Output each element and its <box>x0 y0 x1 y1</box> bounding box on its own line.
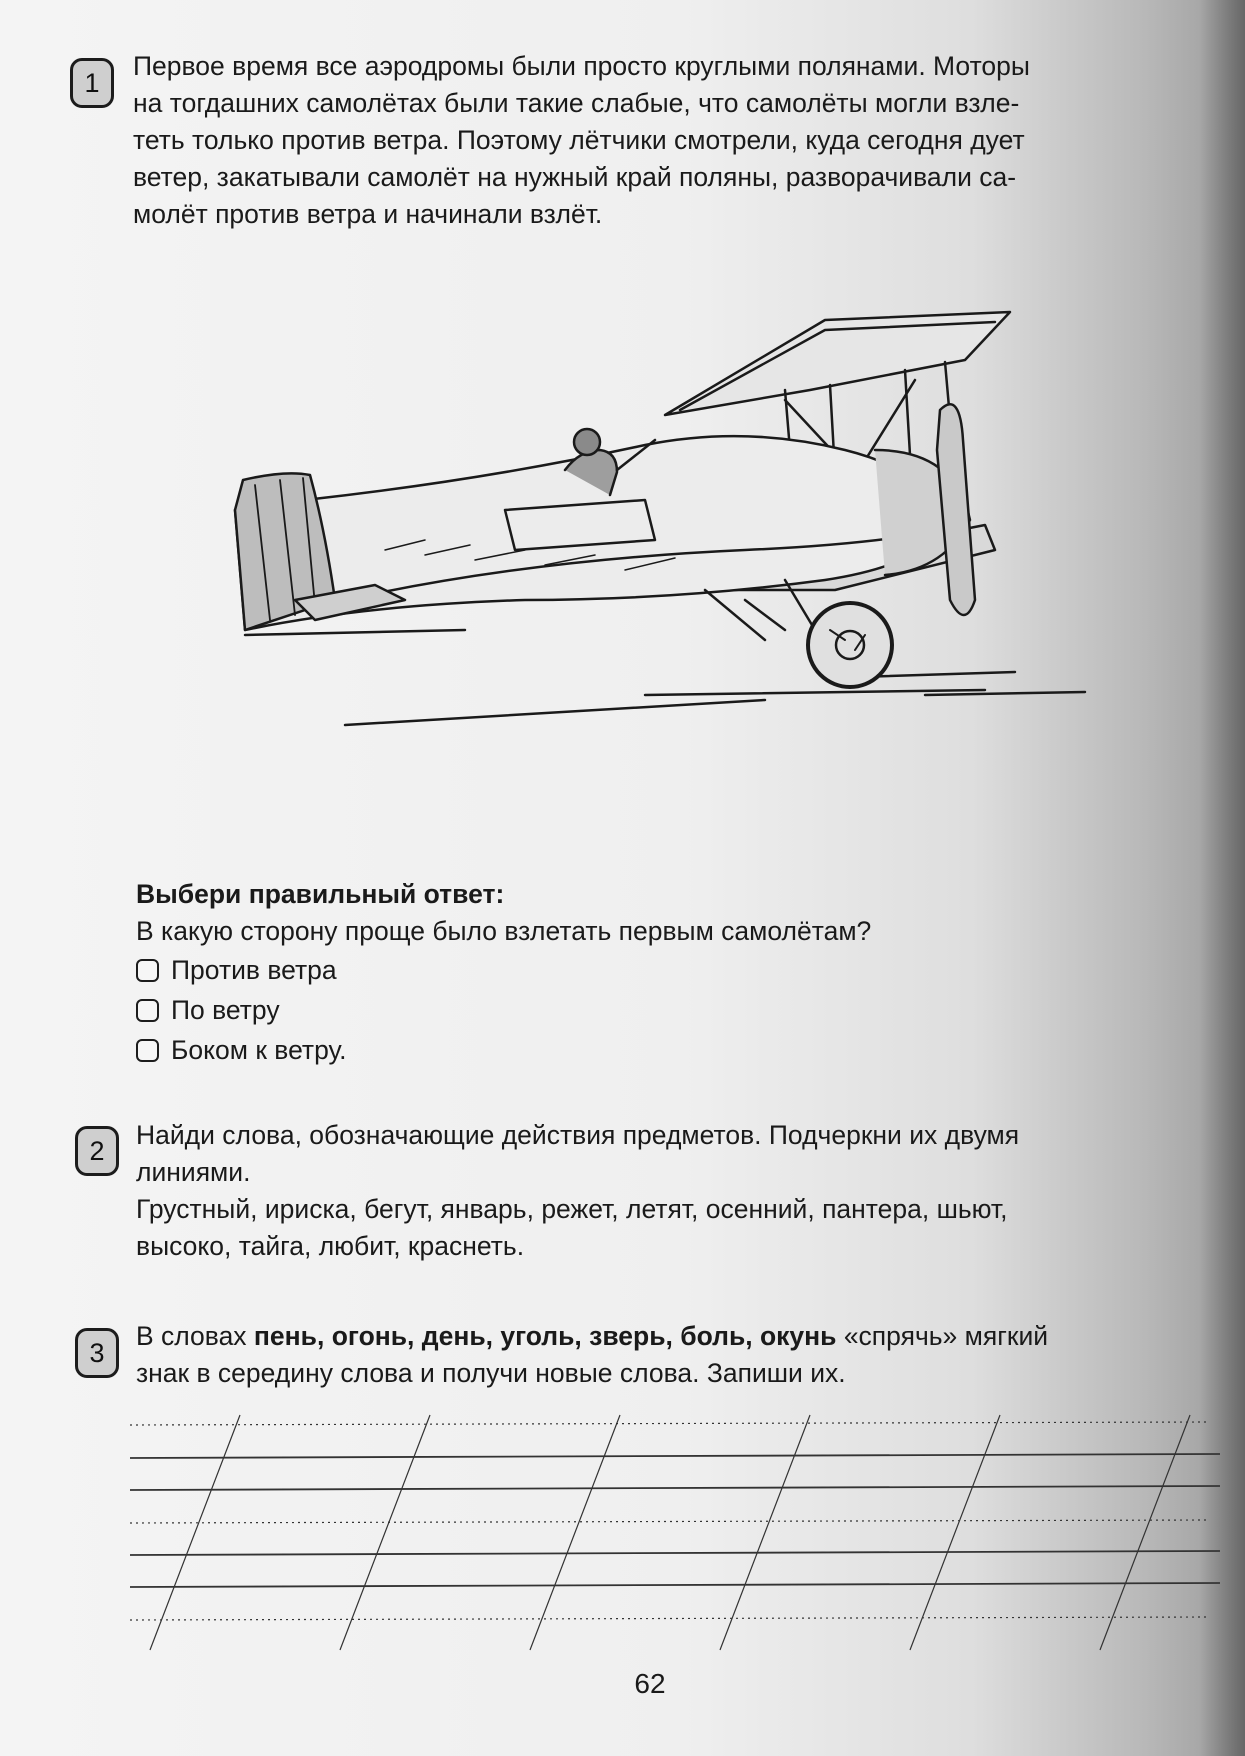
task-number: 2 <box>89 1135 105 1166</box>
task3-line-1 <box>136 1318 1048 1355</box>
answer-option-3[interactable] <box>136 1030 871 1070</box>
paragraph-line: молёт против ветра и начинали взлёт. <box>133 199 603 229</box>
task-number-badge-2 <box>75 1126 119 1176</box>
task3-text <box>136 1318 1048 1392</box>
task3-text-start: В словах <box>136 1321 254 1351</box>
option-checkbox[interactable] <box>136 959 159 982</box>
task1-paragraph <box>133 48 1030 233</box>
task-number: 3 <box>89 1337 105 1368</box>
task3-line-2: знак в середину слова и получи новые слова. Запиши их. <box>136 1358 846 1388</box>
answer-option-2[interactable] <box>136 990 871 1030</box>
page-number: 62 <box>634 1668 666 1699</box>
option-label: Против ветра <box>171 954 337 985</box>
biplane-illustration <box>225 300 1125 820</box>
question-block <box>136 876 871 1070</box>
task3-text-end: «спрячь» мягкий <box>836 1321 1049 1351</box>
paragraph-line: на тогдашних самолётах были такие слабые, что самолёты могли взле- <box>133 88 1020 118</box>
paragraph-line: Первое время все аэродромы были просто круглыми полянами. Моторы <box>133 51 1030 81</box>
paragraph-line: ветер, закатывали самолёт на нужный край поляны, разворачивали са- <box>133 162 1017 192</box>
option-label: Боком к ветру. <box>171 1034 347 1065</box>
option-checkbox[interactable] <box>136 999 159 1022</box>
option-checkbox[interactable] <box>136 1039 159 1062</box>
paragraph-line: теть только против ветра. Поэтому лётчики смотрели, куда сегодня дует <box>133 125 1025 155</box>
instruction-line: Найди слова, обозначающие действия предметов. Подчеркни их двумя <box>136 1120 1020 1150</box>
task2-text <box>136 1117 1019 1265</box>
question-prompt: Выбери правильный ответ: <box>136 879 505 909</box>
task-number: 1 <box>84 67 100 98</box>
writing-lines[interactable] <box>130 1410 1220 1670</box>
word-list-line: Грустный, ириска, бегут, январь, режет, летят, осенний, пантера, шьют, <box>136 1194 1008 1224</box>
instruction-line: линиями. <box>136 1157 251 1187</box>
option-label: По ветру <box>171 994 280 1025</box>
answer-option-1[interactable] <box>136 950 871 990</box>
task-number-badge-1 <box>70 58 114 108</box>
word-list-line: высоко, тайга, любит, краснеть. <box>136 1231 525 1261</box>
task-number-badge-3 <box>75 1328 119 1378</box>
question-text: В какую сторону проще было взлетать первым самолётам? <box>136 916 872 946</box>
task3-word-list: пень, огонь, день, уголь, зверь, боль, окунь <box>253 1321 837 1351</box>
